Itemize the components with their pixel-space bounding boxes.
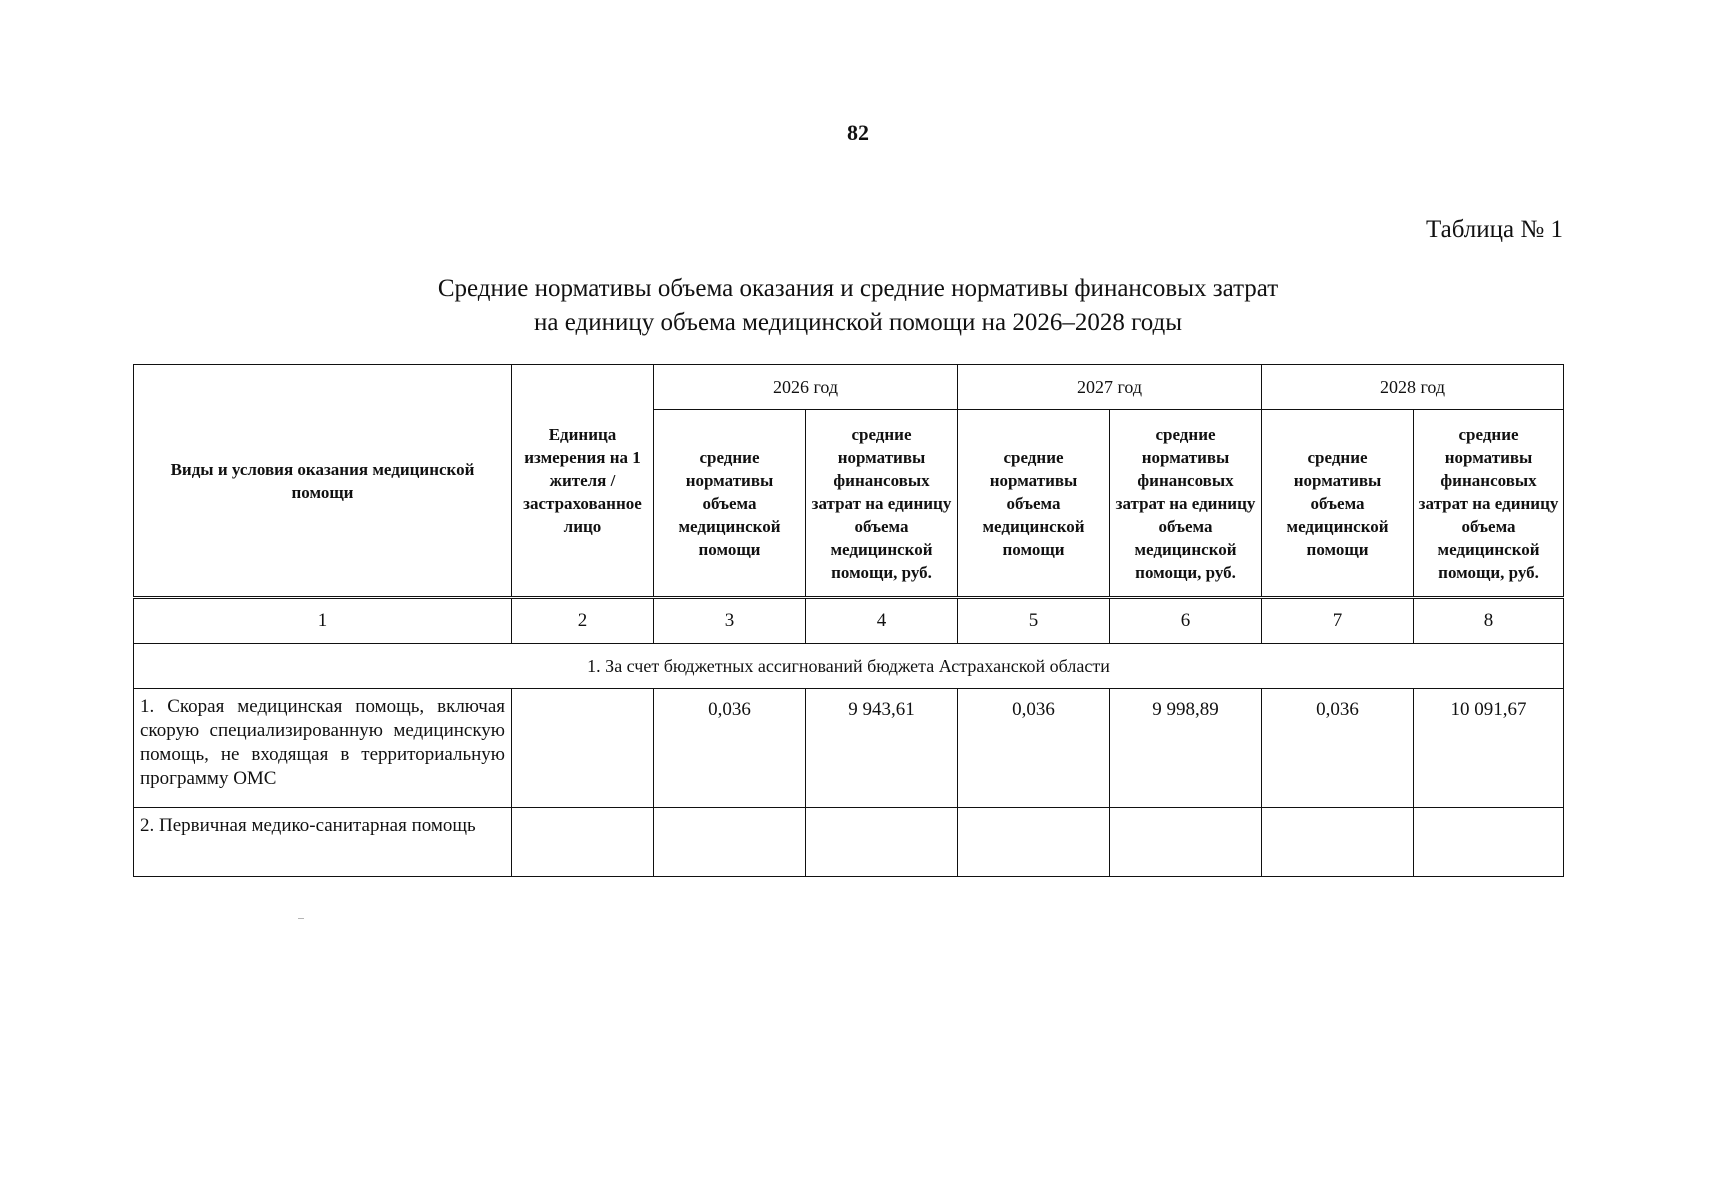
header-cost-2028: средние нормативы финансовых затрат на единицу объема медицинской помощи, руб. [1414, 410, 1564, 598]
row-unit [512, 689, 654, 808]
row-value [1110, 808, 1262, 877]
row-value: 9 998,89 [1110, 689, 1262, 808]
row-value: 10 091,67 [1414, 689, 1564, 808]
scan-artifact [298, 918, 304, 919]
norms-table [133, 364, 1564, 877]
header-unit: Единица измерения на 1 жителя / застрахованное лицо [512, 365, 654, 598]
header-cost-2026: средние нормативы финансовых затрат на единицу объема медицинской помощи, руб. [806, 410, 958, 598]
document-title [0, 272, 1716, 340]
column-number: 3 [654, 598, 806, 644]
column-number: 1 [134, 598, 512, 644]
row-label: 2. Первичная медико-санитарная помощь [134, 808, 512, 877]
header-volume-2028: средние нормативы объема медицинской помощи [1262, 410, 1414, 598]
norms-table-container [133, 364, 1563, 877]
column-number: 7 [1262, 598, 1414, 644]
row-unit [512, 808, 654, 877]
column-number: 4 [806, 598, 958, 644]
column-number: 8 [1414, 598, 1564, 644]
row-label: 1. Скорая медицинская помощь, включая скорую специализированную медицинскую помощь, не входящая в территориальную программу ОМС [134, 689, 512, 808]
row-value: 0,036 [654, 689, 806, 808]
column-numbers-row [134, 598, 1564, 644]
row-value: 0,036 [1262, 689, 1414, 808]
header-volume-2027: средние нормативы объема медицинской помощи [958, 410, 1110, 598]
row-value [806, 808, 958, 877]
table-label: Таблица № 1 [1425, 216, 1563, 243]
row-value [958, 808, 1110, 877]
row-value: 0,036 [958, 689, 1110, 808]
header-volume-2026: средние нормативы объема медицинской помощи [654, 410, 806, 598]
row-value [1262, 808, 1414, 877]
table-row [134, 689, 1564, 808]
row-value [654, 808, 806, 877]
title-line-1: Средние нормативы объема оказания и средние нормативы финансовых затрат [437, 275, 1279, 302]
table-row [134, 808, 1564, 877]
header-care-type: Виды и условия оказания медицинской помощи [134, 365, 512, 598]
header-year-2028: 2028 год [1262, 365, 1564, 410]
title-line-2: на единицу объема медицинской помощи на 2026–2028 годы [533, 309, 1183, 336]
column-number: 2 [512, 598, 654, 644]
row-value [1414, 808, 1564, 877]
header-row-years [134, 365, 1564, 410]
column-number: 6 [1110, 598, 1262, 644]
header-year-2027: 2027 год [958, 365, 1262, 410]
header-year-2026: 2026 год [654, 365, 958, 410]
column-number: 5 [958, 598, 1110, 644]
header-cost-2027: средние нормативы финансовых затрат на единицу объема медицинской помощи, руб. [1110, 410, 1262, 598]
row-value: 9 943,61 [806, 689, 958, 808]
section-row [134, 644, 1564, 689]
section-title: 1. За счет бюджетных ассигнований бюджета Астраханской области [134, 644, 1564, 689]
page-number: 82 [847, 120, 869, 145]
